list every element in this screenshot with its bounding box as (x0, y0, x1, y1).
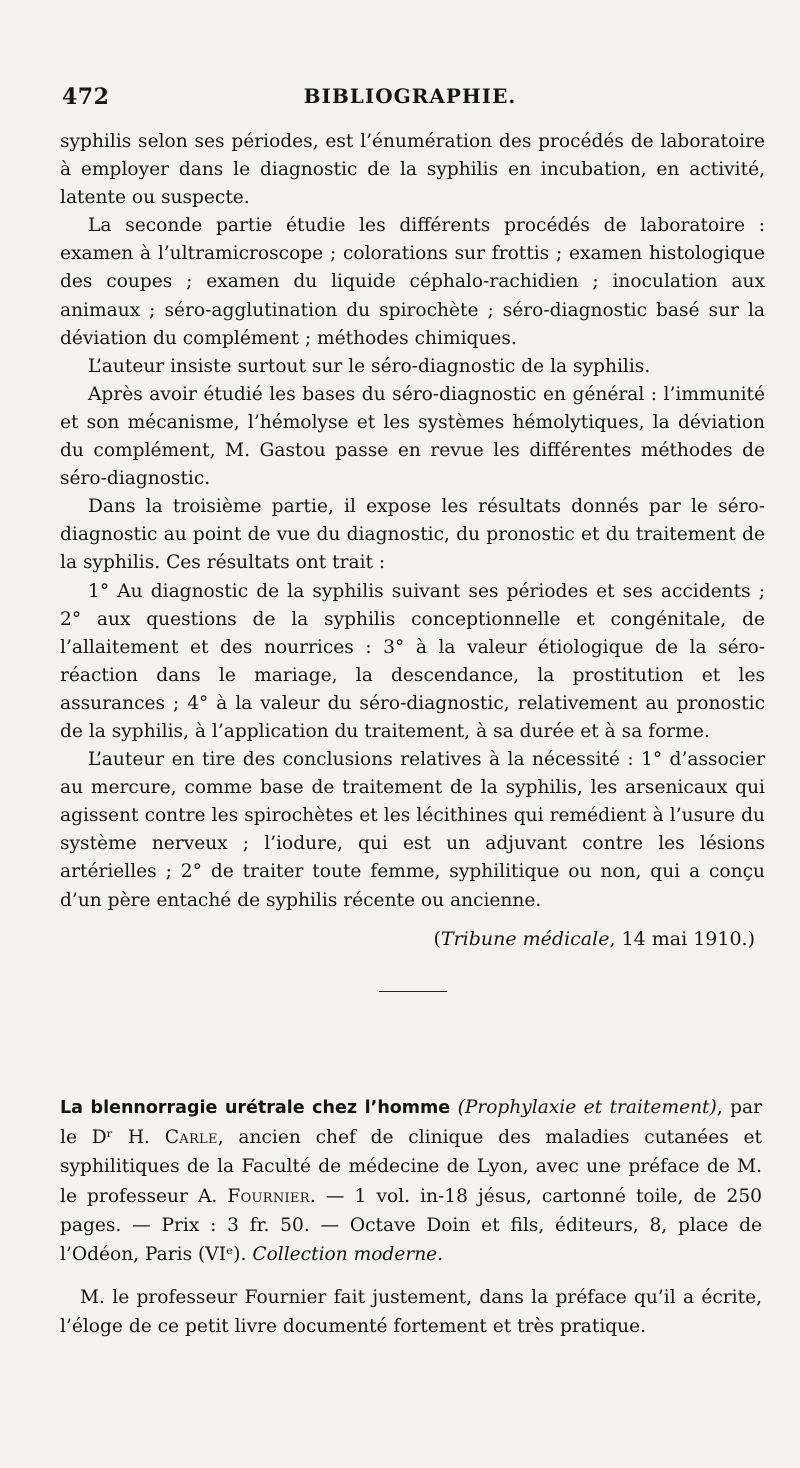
citation-open: ( (433, 927, 441, 950)
author-name: Carle (164, 1127, 218, 1149)
review-text (60, 128, 765, 992)
paragraph: 1° Au diagnostic de la syphilis suivant ses périodes et ses accidents ; 2° aux questions de la syphilis conceptionnelle et congénitale, de l’allaitement et des nourrices : 3° à la valeur étiologique de la séro-réaction dans le mariage, la descendance, la prostitution et les assurances ; 4° à la valeur du séro-diagnostic, relativement au pronostic de la syphilis, à l’application du traitement, à sa durée et à sa forme. (60, 580, 765, 742)
page-number: 472 (62, 84, 110, 110)
paragraph: La seconde partie étudie les différents procédés de laboratoire : examen à l’ultramicroscope ; colorations sur frottis ; examen histologique des coupes ; examen du liquide céphalo-rachidien ; inoculation aux animaux ; séro-agglutination du spirochète ; séro-diagnostic basé sur la déviation du complément ; méthodes chimiques. (60, 215, 765, 349)
citation-date: , 14 mai 1910.) (609, 927, 755, 950)
book-entry (60, 1093, 762, 1342)
entry-paragraph (60, 1093, 762, 1269)
entry-title: La blennorragie urétrale chez l’homme (60, 1098, 451, 1118)
paragraph: Après avoir étudié les bases du séro-diagnostic en général : l’immunité et son mécanisme, l’hémolyse et les systèmes hémolytiques, la déviation du complément, M. Gastou passe en revue les différentes méthodes de séro-diagnostic. (60, 383, 765, 490)
paragraph: syphilis selon ses périodes, est l’énumération des procédés de laboratoire à employer dans le diagnostic de la syphilis en incubation, en activité, latente ou suspecte. (60, 131, 765, 209)
entry-description: , ancien chef de clinique des maladies cutanées et syphilitiques de la Faculté de médecine de Lyon, avec une préface de M. le professeur A. (60, 1127, 762, 1207)
source-citation (60, 925, 755, 953)
paragraph: Dans la troisième partie, il expose les résultats donnés par le séro-diagnostic au point de vue du diagnostic, du pronostic et du traitement de la syphilis. Ces résultats ont trait : (60, 496, 765, 574)
prefacer-name: Fournier (227, 1185, 310, 1207)
paragraph: L’auteur en tire des conclusions relatives à la nécessité : 1° d’associer au mercure, comme base de traitement de la syphilis, les arsenicaux qui agissent contre les spirochètes et les lécithines qui remédient à l’usure du système nerveux ; l’iodure, qui est un adjuvant contre les lésions artérielles ; 2° de traiter toute femme, syphilitique ou non, qui a conçu d’un père entaché de syphilis récente ou ancienne. (60, 749, 765, 911)
entry-subtitle: (Prophylaxie et traitement) (457, 1097, 717, 1118)
journal-name: Tribune médicale (440, 927, 610, 950)
collection-name: Collection moderne. (252, 1244, 444, 1266)
entry-by: , par le Dʳ H. (60, 1097, 762, 1149)
running-head: BIBLIOGRAPHIE. (303, 84, 517, 108)
page-header (62, 84, 758, 118)
entry-review: M. le professeur Fournier fait justement, dans la préface qu’il a écrite, l’éloge de ce petit livre documenté fortement et très pratique. (60, 1287, 762, 1338)
section-divider (379, 991, 447, 992)
entry-details: . — 1 vol. in-18 jésus, cartonné toile, de 250 pages. — Prix : 3 fr. 50. — Octave Doin et fils, éditeurs, 8, place de l’Odéon, Paris (VIᵉ). (60, 1185, 762, 1266)
paragraph: L’auteur insiste surtout sur le séro-diagnostic de la syphilis. (88, 355, 651, 377)
